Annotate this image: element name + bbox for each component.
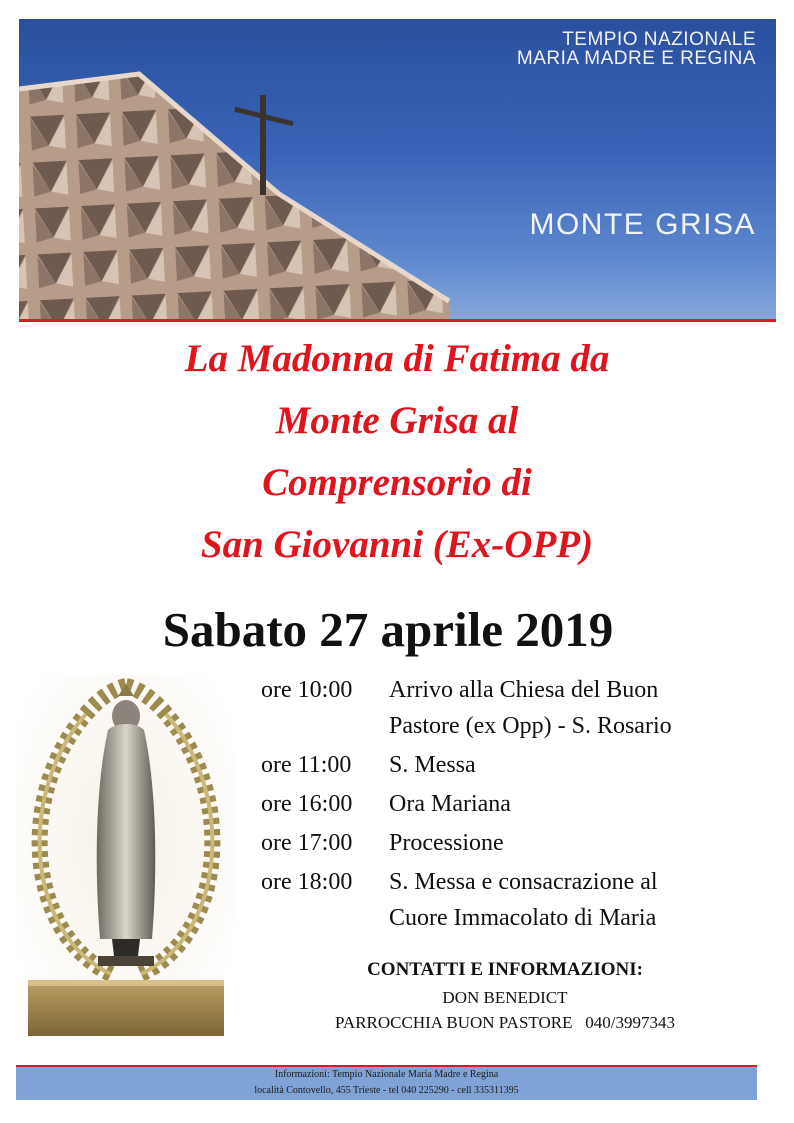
schedule-time: ore 11:00 [261,752,352,778]
schedule-description-line2: Pastore (ex Opp) - S. Rosario [389,713,672,739]
temple-name-line2: MARIA MADRE E REGINA [516,48,756,69]
schedule-row [261,786,761,822]
headline-line4: San Giovanni (Ex-OPP) [200,523,594,566]
schedule-description: S. Messa [389,752,476,778]
event-date: Sabato 27 aprile 2019 [162,602,614,657]
schedule-time: ore 10:00 [261,677,353,703]
contact-info [300,955,710,1035]
contact-name: DON BENEDICT [442,988,568,1007]
schedule-time: ore 18:00 [261,869,353,895]
schedule-description-line2: Cuore Immacolato di Maria [389,905,657,931]
footer-line1: Informazioni: Tempio Nazionale Maria Madre e Regina [274,1069,499,1080]
footer-line2: località Contovello, 455 Trieste - tel 040 225290 - cell 335311395 [254,1085,519,1096]
schedule-row [261,825,761,861]
schedule-row [261,672,761,744]
schedule-description [389,864,761,936]
schedule-time: ore 16:00 [261,791,353,817]
schedule-description: Processione [389,830,504,856]
place-name: MONTE GRISA [529,208,756,241]
headline-line2: Monte Grisa al [275,399,519,442]
madonna-statue-image [16,674,236,1039]
contact-phone: 040/3997343 [585,1013,675,1032]
schedule-description-line1: S. Messa e consacrazione al [389,869,658,895]
temple-name-line1: TEMPIO NAZIONALE [562,29,756,50]
event-headline [0,328,794,576]
contact-parish-line [300,1010,710,1035]
schedule-description: Ora Mariana [389,791,511,817]
schedule-row [261,864,761,936]
headline-line1: La Madonna di Fatima da [184,337,610,380]
schedule-time: ore 17:00 [261,830,353,856]
banner-divider [19,319,776,322]
headline-line3: Comprensorio di [262,461,532,504]
schedule-description-line1: Arrivo alla Chiesa del Buon [389,677,659,703]
contact-parish: PARROCCHIA BUON PASTORE [335,1013,573,1032]
temple-name [517,30,756,68]
header-banner [19,19,776,320]
event-schedule [261,672,761,936]
schedule-row [261,747,761,783]
footer-bar [16,1067,757,1100]
schedule-description [389,672,761,744]
contact-heading: CONTATTI E INFORMAZIONI: [367,959,643,980]
